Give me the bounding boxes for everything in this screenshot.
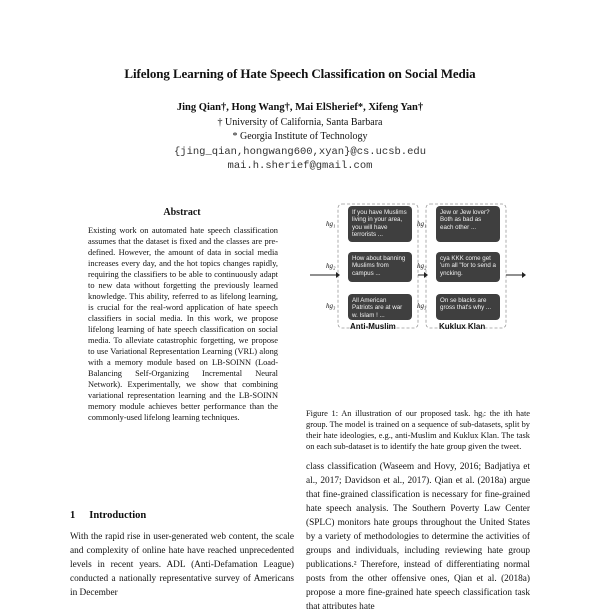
right-tweet-3: On se blacks are gross that's why ... [436, 294, 500, 320]
right-group-label: Kuklux Klan [439, 322, 486, 331]
left-tweet-2: How about banning Muslims from campus ... [348, 252, 412, 282]
introduction-heading [70, 510, 146, 521]
right-column-text: class classification (Waseem and Hovy, 2016; Badjatiya et al., 2017; Davidson et al., 2017). Qian et al. (2018a) argue that fine-grained classification is necessary for fine-grained hate speech analysis. The Southern Poverty Law Center (SPLC) monitors hate groups throughout the United States by a variety of methodologies to determine the activities of groups and individuals, including reviewing hate group publications.² Therefore, instead of differentiating normal posts from the other offensive ones, Qian et al. (2018a) propose a more fine-grained hate speech classification task that attributes hate [306, 462, 530, 612]
paper-title: Lifelong Learning of Hate Speech Classification on Social Media [124, 66, 476, 81]
abstract-text: Existing work on automated hate speech classification assumes that the dataset is fixed and the classes are pre-defined. However, the amount of data in social media increases every day, and the hot topics changes rapidly, requiring the classifiers to be able to continuously adapt to new data without forgetting the previously learned knowledge. This ability, referred to as lifelong learning, is crucial for the real-word application of hate speech classifiers in social media. In this work, we propose lifelong learning of hate speech classification on social media. To alleviate catastrophic forgetting, we propose to use Variational Representation Learning (VRL) along with a memory module based on LB-SOINN (Load-Balancing Self-Organizing Incremental Neural Network). Experimentally, we show that combining variational representation learning and the LB-SOINN memory module achieves better performance than the commonly-used lifelong learning techniques. [88, 226, 278, 422]
section-title: Introduction [89, 510, 147, 521]
author-emails: {jing_qian,hongwang600,xyan}@cs.ucsb.edu [173, 146, 427, 158]
right-tweet-1: Jew or Jew lover? Both as bad as each other ... [436, 206, 500, 242]
left-hg1-label: hg₁ [326, 220, 336, 228]
left-tweet-3: All American Patriots are at war w. Islam ! ... [348, 294, 412, 320]
abstract-heading: Abstract [163, 207, 201, 218]
author-list: Jing Qian†, Hong Wang†, Mai ElSherief*, Xifeng Yan† [176, 102, 424, 113]
right-hg2-label: hg₂ [417, 262, 427, 270]
figure-caption: Figure 1: An illustration of our proposed task. hgᵢ: the ith hate group. The model is trained on a sequence of sub-datasets, split by their hate ideologies, e.g., anti-Muslim and Kuklux Klan. The task on each sub-dataset is to identify the hate group given the tweet. [306, 409, 530, 451]
author-email-2: mai.h.sherief@gmail.com [227, 160, 373, 172]
right-hg1-label: hg₁ [417, 220, 427, 228]
arrow-out-head [522, 272, 526, 278]
introduction-text: With the rapid rise in user-generated web content, the scale and complexity of online hate have reached unprecedented levels in recent years. ADL (Anti-Defamation League) conducted a nationally representative survey of Americans in December [70, 532, 294, 598]
left-hg2-label: hg₂ [326, 262, 336, 270]
right-tweet-2: cya KKK come get 'um all "for to send a yncking. [436, 252, 500, 282]
left-tweet-1: If you have Muslims living in your area, you will have terrorists ... [348, 206, 412, 242]
right-hg3-label: hg₃ [417, 302, 427, 310]
left-hg3-label: hg₃ [326, 302, 336, 310]
figure-1 [306, 202, 530, 332]
affiliation-ucsb: † University of California, Santa Barbara [217, 117, 383, 128]
affiliation-gatech: * Georgia Institute of Technology [232, 131, 368, 142]
left-group-label: Anti-Muslim [350, 322, 396, 331]
section-number: 1 [70, 510, 76, 521]
